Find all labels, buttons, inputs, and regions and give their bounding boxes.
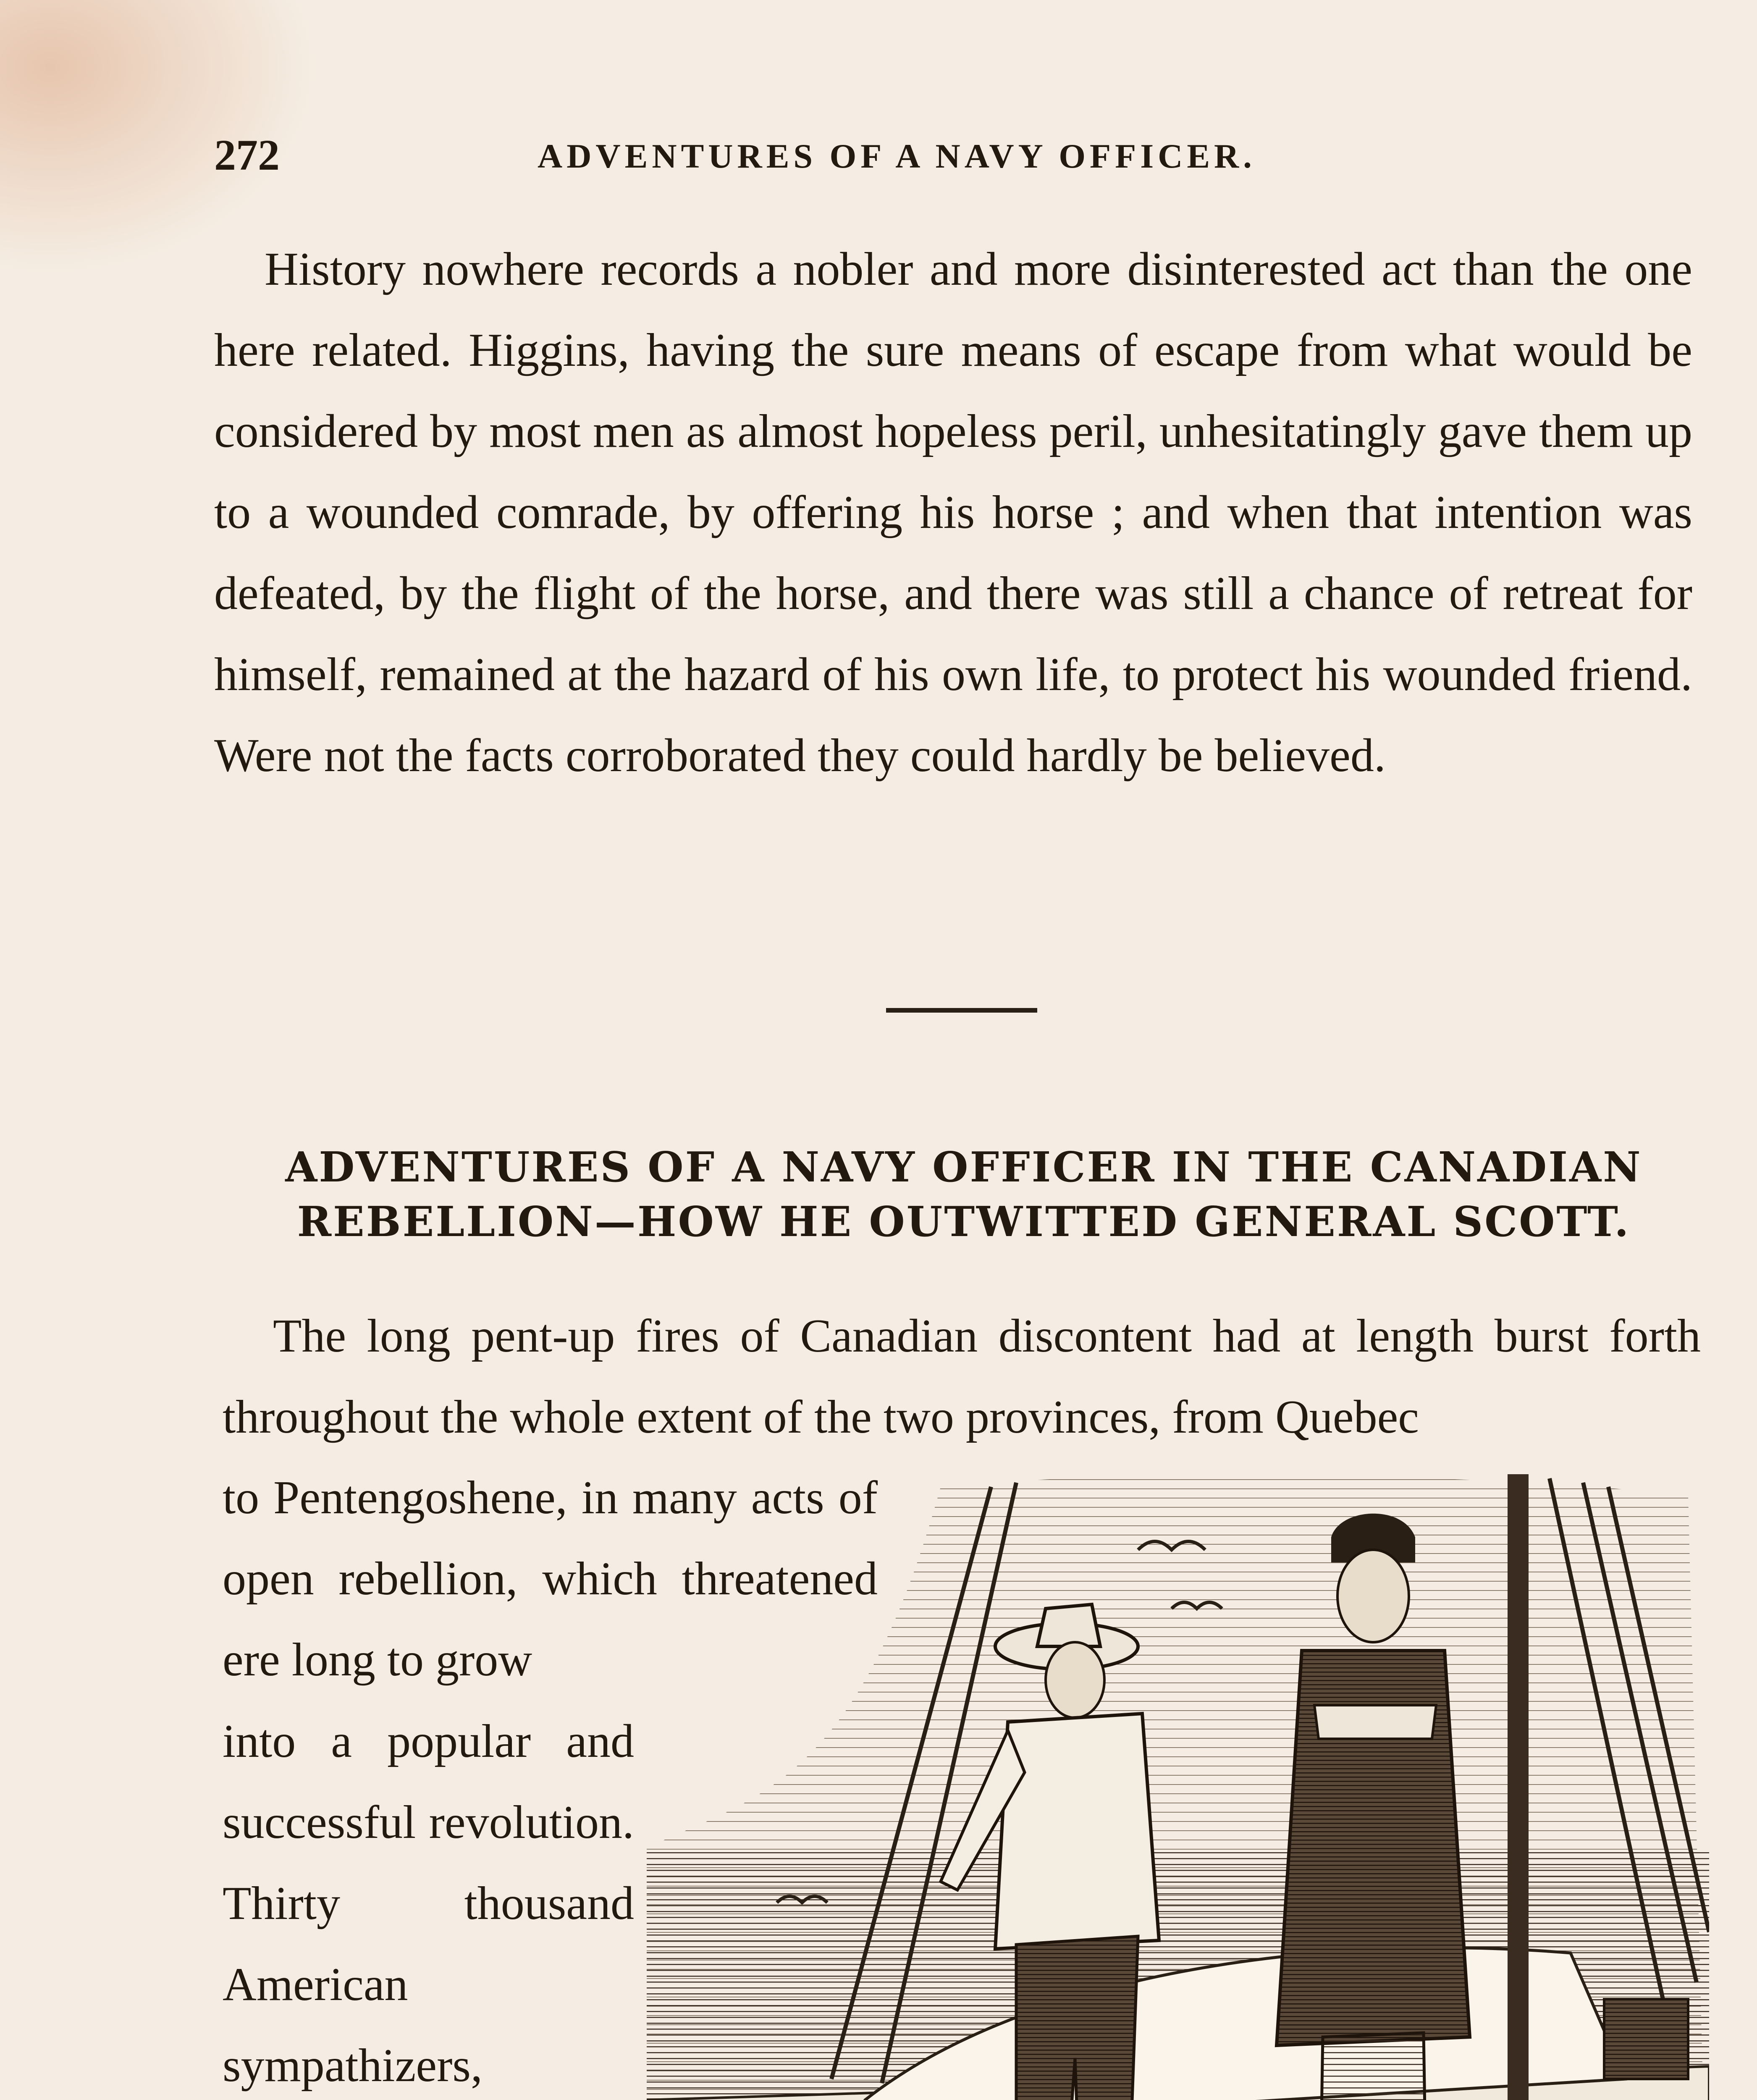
page-number: 272	[214, 131, 280, 179]
section-divider	[886, 1008, 1037, 1013]
paragraph-2-part-1: The long pent-up fires of Canadian discontent had at length burst forth throughout the whole extent of the two provinces, from Quebec	[223, 1310, 1701, 1443]
engraving-illustration	[647, 1470, 1709, 2100]
page-header	[214, 126, 1403, 193]
paragraph-2-part-2: to Pentengoshene, in many acts of open rebellion, which threatened ere long to grow	[223, 1472, 878, 1686]
paragraph-2-part-3: into a popular and successful revolution. Thirty thousand American sympathizers,	[223, 1715, 634, 2092]
deck-hatch	[1604, 1999, 1688, 2079]
mast	[1508, 1474, 1529, 2100]
chapter-heading-line-2: REBELLION—HOW HE OUTWITTED GENERAL SCOTT.	[297, 1198, 1631, 1246]
chapter-heading	[223, 1140, 1705, 1250]
chapter-heading-line-1: ADVENTURES OF A NAVY OFFICER IN THE CANADIAN	[285, 1143, 1642, 1192]
paragraph-1: History nowhere records a nobler and more disinterested act than the one here related. Higgins, having the sure means of escape from what would be considered by most men as almost hopeless peril, unhesitatingly gave them up to a wounded comrade, by offering his horse ; and when that intention was defeated, by the flight of the horse, and there was still a chance of retreat for himself, remained at the hazard of his own life, to protect his wounded friend. Were not the facts corroborated they could hardly be believed.	[214, 243, 1692, 782]
running-head: ADVENTURES OF A NAVY OFFICER.	[538, 137, 1256, 175]
